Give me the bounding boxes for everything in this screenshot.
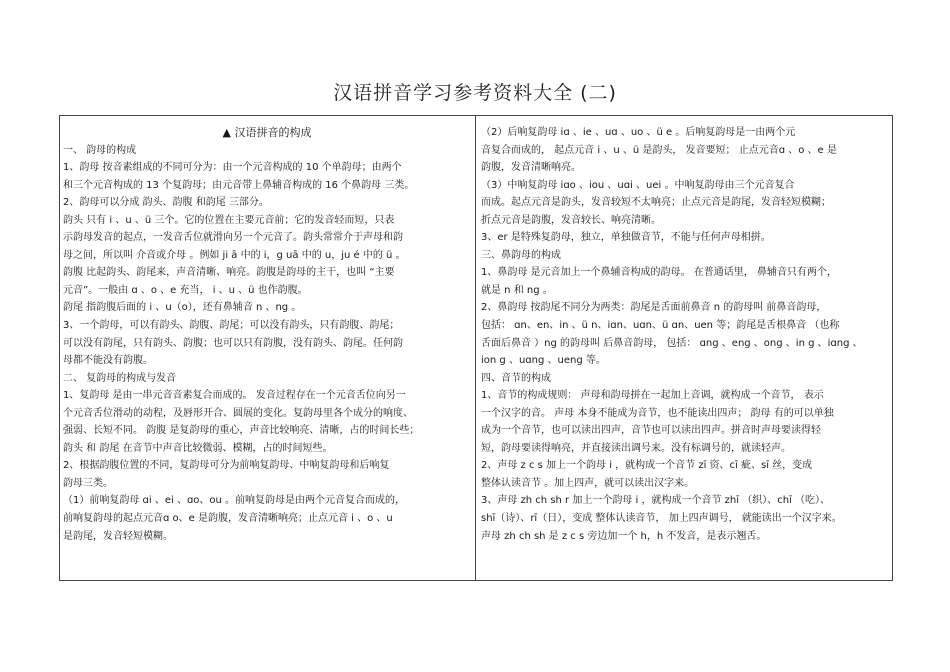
text-line: 是韵尾，发音轻短模糊。 xyxy=(63,530,173,542)
text-line: 声母 zh ch sh 是 z c s 旁边加一个 h，h 不发音，是表示翘舌。 xyxy=(481,530,767,542)
text-line: 前响复韵母的起点元音ɑ o、e 是韵腹，发音清晰响亮；止点元音 i 、o 、u xyxy=(63,513,393,525)
text-line: 韵母三类。 xyxy=(63,477,113,489)
text-line: ion g 、uɑng 、ueng 等。 xyxy=(481,355,606,367)
text-line: 韵尾 指韵腹后面的 i 、u（o），还有鼻辅音 n 、ng 。 xyxy=(63,302,302,314)
text-line: 强弱、长短不同。 韵腹 是复韵母的重心，声音比较响亮、清晰，占的时间长些； xyxy=(63,425,420,437)
text-line: 母之间，所以叫 介音或介母 。例如 ji ā 中的 i，g uā 中的 u，ju é 中的 ü 。 xyxy=(63,249,406,261)
text-line: 而成。起点元音是韵头，发音较短不太响亮；止点元音是韵尾，发音轻短模糊； xyxy=(481,197,831,209)
text-line: 就是 n 和 ng 。 xyxy=(481,284,553,296)
text-line: 1、复韵母 是由一串元音音素复合而成的。 发音过程存在一个元音舌位向另一 xyxy=(63,390,406,402)
text-line: 2、鼻韵母 按韵尾不同分为两类：韵尾是舌面前鼻音 n 的韵母叫 前鼻音韵母， xyxy=(481,302,827,314)
section-heading: ▲ 汉语拼音的构成 xyxy=(222,126,312,139)
text-line: 2、根据韵腹位置的不同，复韵母可分为前响复韵母、中响复韵母和后响复 xyxy=(63,460,390,472)
text-line: 四、音节的构成 xyxy=(481,372,551,384)
text-line: 韵腹 比起韵头、韵尾来，声音清晰、响亮。韵腹是韵母的主干，也叫 “主要 xyxy=(63,267,395,279)
left-column xyxy=(63,124,471,545)
text-line: 韵头 和 韵尾 在音节中声音比较微弱、模糊，占的时间短些。 xyxy=(63,442,333,454)
text-line: 3、er 是特殊复韵母，独立，单独做音节，不能与任何声母相拼。 xyxy=(481,232,771,244)
text-line: 整体认读音节 。加上四声，就可以读出汉字来。 xyxy=(481,477,695,489)
text-line: 示韵母发音的起点，一发音舌位就滑向另一个元音了。韵头常常介于声母和韵 xyxy=(63,232,403,244)
text-line: 3、声母 zh ch sh r 加上一个韵母 i ，就构成一个音节 zhī （织）、chī （吃）、 xyxy=(481,495,830,507)
text-line: 1、鼻韵母 是元音加上一个鼻辅音构成的韵母。 在普通话里， 鼻辅音只有两个， xyxy=(481,267,837,279)
text-line: 三、鼻韵母的构成 xyxy=(481,249,561,261)
column-divider xyxy=(475,115,476,581)
text-line: 2、韵母可以分成 韵头、韵腹 和韵尾 三部分。 xyxy=(63,197,269,209)
text-line: 3、一个韵母，可以有韵头、韵腹、韵尾；可以没有韵头，只有韵腹、韵尾； xyxy=(63,320,400,332)
text-line: 母都不能没有韵腹。 xyxy=(63,355,153,367)
text-line: （1）前响复韵母 ɑi 、ei 、ɑo、ou 。前响复韵母是由两个元音复合而成的， xyxy=(63,495,406,507)
text-line: 短，韵母要读得响亮，并直接读出调号来。没有标调号的，就读轻声。 xyxy=(481,442,791,454)
text-line: （3）中响复韵母 iɑo 、iou 、uɑi 、uei 。中响复韵母由三个元音复合 xyxy=(481,179,795,191)
text-line: 包括： ɑn、en、in 、ü n、iɑn、uɑn、ü ɑn、uen 等；韵尾是舌根鼻音 （也称 xyxy=(481,320,840,332)
text-line: 韵腹，发音清晰响亮。 xyxy=(481,162,581,174)
text-line: 2、声母 z c s 加上一个韵母 i ，就构成一个音节 zī 资、cī 疵、sī 丝，变成 xyxy=(481,460,813,472)
text-line: 舌面后鼻音 ）ng 的韵母叫 后鼻音韵母， 包括： ɑng 、eng 、ong 、in g 、iɑng 、 xyxy=(481,337,863,349)
text-line: shī（诗）、rī（日），变成 整体认读音节， 加上四声调号， 就能读出一个汉字来。 xyxy=(481,513,842,525)
text-line: 成为一个音节，也可以读出四声，音节也可以读出四声。拼音时声母要读得轻 xyxy=(481,425,821,437)
document-title: 汉语拼音学习参考资料大全 (二) xyxy=(333,82,617,104)
text-line: 元音”。一般由 ɑ 、o 、e 充当， i 、u 、ü 也作韵腹。 xyxy=(63,284,308,296)
text-line: 个元音舌位滑动的动程，及唇形开合、圆展的变化。复韵母里各个成分的响度、 xyxy=(63,407,413,419)
text-line: 折点元音是韵腹，发音较长、响亮清晰。 xyxy=(481,214,661,226)
text-line: 一个汉字的音。 声母 本身不能成为音节，也不能读出四声； 韵母 有的可以单独 xyxy=(481,407,834,419)
text-line: 韵头 只有 i 、u 、ü 三个。它的位置在主要元音前；它的发音轻而短，只表 xyxy=(63,214,395,226)
text-line: 二、 复韵母的构成与发音 xyxy=(63,372,177,384)
text-line: 1、音节的构成规则： 声母和韵母拼在一起加上音调，就构成一个音节， 表示 xyxy=(481,390,824,402)
text-line: 可以没有韵尾，只有韵头、韵腹；也可以只有韵腹，没有韵头、韵尾。任何韵 xyxy=(63,337,403,349)
text-line: 1、韵母 按音素组成的不同可分为：由一个元音构成的 10 个单韵母；由两个 xyxy=(63,162,402,174)
right-column xyxy=(481,124,889,545)
text-line: 音复合而成的， 起点元音 i 、u 、ü 是韵头， 发音要短； 止点元音ɑ 、o 、e 是 xyxy=(481,144,837,156)
text-line: 和三个元音构成的 13 个复韵母；由元音带上鼻辅音构成的 16 个鼻韵母 三类。 xyxy=(63,179,415,191)
text-line: 一、 韵母的构成 xyxy=(63,144,137,156)
text-line: （2）后响复韵母 iɑ 、ie 、uɑ 、uo 、ü e 。后响复韵母是一由两个元 xyxy=(481,127,796,138)
